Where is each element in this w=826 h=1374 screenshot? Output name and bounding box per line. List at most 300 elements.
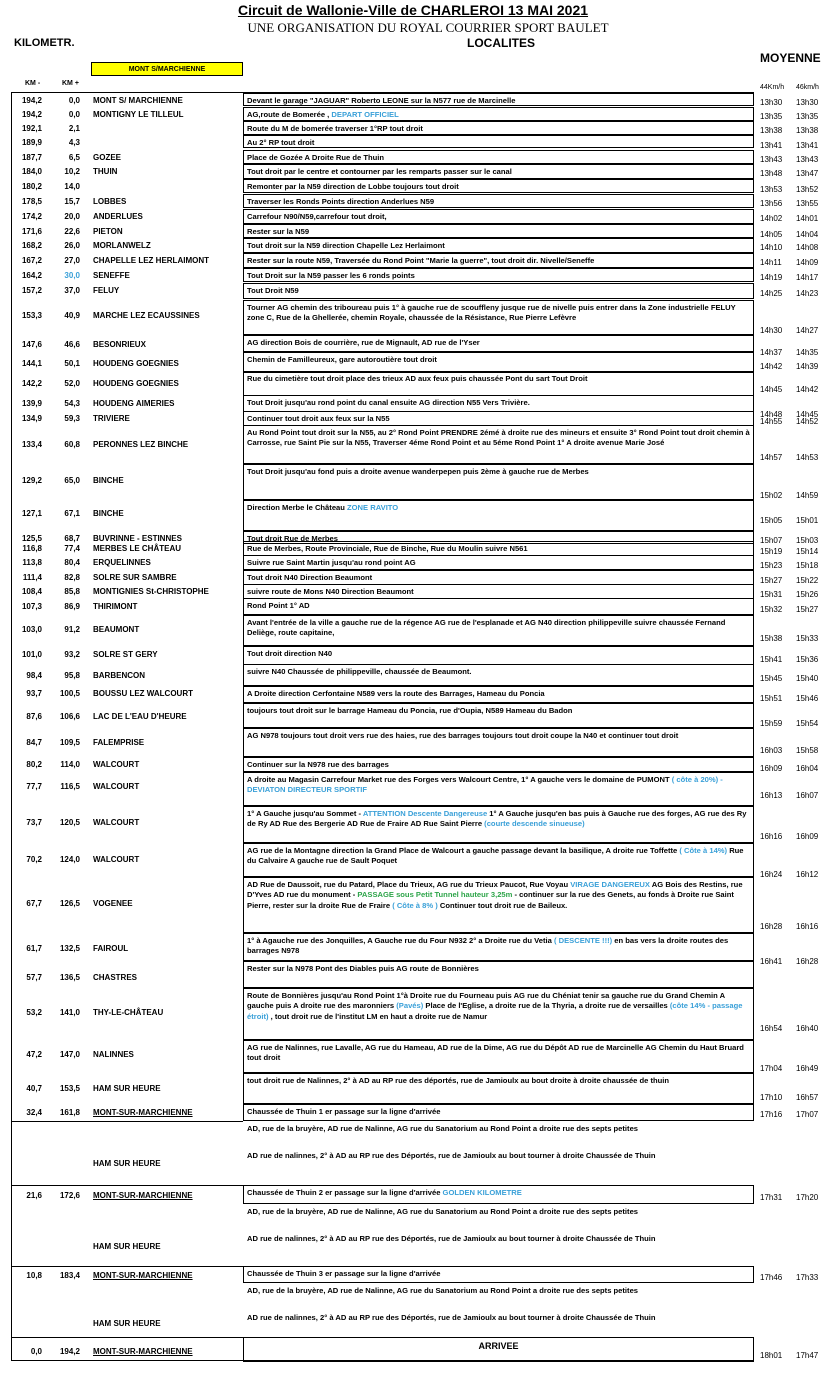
km-plus-header: KM +: [62, 80, 79, 87]
time-44kmh: 15h32: [760, 605, 783, 614]
km-remaining: 107,3: [21, 602, 42, 611]
route-instruction: [243, 1185, 754, 1204]
time-44kmh: 15h51: [760, 694, 783, 703]
instruction-text: suivre N40 Chaussée de philippeville, chaussée de Beaumont.: [247, 667, 472, 676]
time-46kmh: 13h38: [796, 126, 819, 135]
km-covered: 46,6: [64, 340, 80, 349]
locality-name: HAM SUR HEURE: [93, 1242, 161, 1251]
time-46kmh: 14h09: [796, 258, 819, 267]
time-44kmh: 14h10: [760, 243, 783, 252]
route-instruction: [243, 253, 754, 268]
time-46kmh: 16h57: [796, 1093, 819, 1102]
km-covered: 40,9: [64, 311, 80, 320]
instruction-text: Rue du Calvaire A gauche rue de Sault Poquet: [247, 846, 744, 866]
time-46kmh: 14h27: [796, 326, 819, 335]
time-44kmh: 15h23: [760, 561, 783, 570]
km-covered: 132,5: [59, 944, 80, 953]
time-46kmh: 15h01: [796, 516, 819, 525]
instruction-text: Devant le garage "JAGUAR" Roberto LEONE sur la N577 rue de Marcinelle: [247, 96, 516, 105]
time-46kmh: 14h39: [796, 362, 819, 371]
km-covered: 114,0: [60, 760, 80, 769]
instruction-text: AG rue de la Montagne direction la Grand Place de Walcourt a gauche passage devant la basilique, A droite rue Toffette: [247, 846, 680, 855]
km-covered: 126,5: [59, 899, 80, 908]
route-instruction: [243, 238, 754, 253]
instruction-text: Traverser les Ronds Points direction Anderlues N59: [247, 197, 435, 206]
km-covered: 120,5: [59, 818, 80, 827]
locality-name: LAC DE L'EAU D'HEURE: [93, 712, 187, 721]
instruction-text: toujours tout droit sur le barrage Hameau du Poncia, rue d'Oupia, N589 Hameau du Badon: [247, 706, 573, 715]
km-remaining: 168,2: [21, 241, 42, 250]
km-remaining: 77,7: [26, 782, 42, 791]
instruction-text: AG direction Bois de courrière, rue de Mignault, AD rue de l'Yser: [247, 338, 480, 347]
route-instruction: [243, 335, 754, 352]
time-44kmh: 16h03: [760, 746, 783, 755]
time-44kmh: 17h10: [760, 1093, 783, 1102]
time-46kmh: 15h03: [796, 536, 819, 545]
km-minus-header: KM -: [25, 80, 41, 87]
time-44kmh: 13h53: [760, 185, 783, 194]
time-44kmh: 17h04: [760, 1064, 783, 1073]
instruction-text: Tout Droit jusqu'au fond puis a droite avenue wanderpepen puis 2ème à gauche rue de Merbes: [247, 467, 589, 476]
instruction-text: AD, rue de la bruyère, AD rue de Nalinne, AG rue du Sanatorium au Rond Point a droite rue des septs petites: [247, 1286, 639, 1295]
instruction-text: Tout droit Rue de Merbes: [247, 534, 338, 543]
km-covered: 68,7: [64, 534, 80, 543]
speed-46-header: 46km/h: [796, 84, 819, 91]
km-covered: 153,5: [59, 1084, 80, 1093]
locality-name: BEAUMONT: [93, 625, 140, 634]
locality-name: BUVRINNE - ESTINNES: [93, 534, 182, 543]
route-instruction: [243, 1310, 754, 1337]
time-44kmh: 15h07: [760, 536, 783, 545]
time-44kmh: 15h02: [760, 491, 783, 500]
locality-name: FALEMPRISE: [93, 738, 145, 747]
route-instruction: [243, 615, 754, 646]
instruction-text: Chemin de Familleureux, gare autoroutière tout droit: [247, 355, 437, 364]
route-instruction: [243, 541, 754, 556]
time-46kmh: 16h04: [796, 764, 819, 773]
route-instruction: [243, 1073, 754, 1104]
time-46kmh: 15h27: [796, 605, 819, 614]
time-44kmh: 16h24: [760, 870, 783, 879]
time-46kmh: 15h18: [796, 561, 819, 570]
time-44kmh: 14h48: [760, 410, 783, 419]
instruction-text: 1° A Gauche jusqu'au Sommet -: [247, 809, 363, 818]
instruction-text: Tourner AG chemin des triboureau puis 1° à gauche rue de scouffleny jusque rue de nivelle puis entrer dans la Zone industrielle FELUY zone C, Rue de la Ghellerée, chemin Royale, chaussée de la Résistance, Rue Pierre Lefèvre: [247, 303, 736, 323]
time-44kmh: 15h38: [760, 634, 783, 643]
instruction-text: Rue de Merbes, Route Provinciale, Rue de Binche, Rue du Moulin suivre N561: [247, 544, 528, 553]
locality-name: MONTIGNIES St-CHRISTOPHE: [93, 587, 209, 596]
km-remaining: 144,1: [21, 359, 42, 368]
instruction-text: Continuer sur la N978 rue des barrages: [247, 760, 389, 769]
locality-name: WALCOURT: [93, 760, 140, 769]
instruction-text: Direction Merbe le Château: [247, 503, 348, 512]
time-44kmh: 13h30: [760, 98, 783, 107]
time-46kmh: 14h59: [796, 491, 819, 500]
finish-box: [243, 1337, 754, 1362]
km-remaining: 57,7: [26, 973, 42, 982]
time-46kmh: 17h20: [796, 1193, 819, 1202]
route-instruction: [243, 1040, 754, 1073]
instruction-text: Tout Droit N59: [247, 286, 299, 295]
km-covered: 22,6: [64, 227, 80, 236]
locality-name: WALCOURT: [93, 782, 140, 791]
km-covered: 109,5: [59, 738, 80, 747]
instruction-text: Place de Gozée A Droite Rue de Thuin: [247, 153, 384, 162]
km-remaining: 47,2: [26, 1050, 42, 1059]
route-instruction: [243, 1204, 754, 1231]
instruction-text: Place de l'Eglise, a droite rue de la Thyria, a droite rue de versailles: [423, 1001, 670, 1011]
km-covered: 86,9: [64, 602, 80, 611]
route-instruction: [243, 164, 754, 179]
km-remaining: 192,1: [21, 124, 42, 133]
instruction-text: Suivre rue Saint Martin jusqu'au rond point AG: [247, 558, 416, 567]
average-column-header: MOYENNE: [760, 51, 821, 65]
km-covered: 27,0: [64, 256, 80, 265]
route-instruction: [243, 646, 754, 665]
km-covered: 141,0: [59, 1008, 80, 1017]
instruction-text: Tout droit N40 Direction Beaumont: [247, 573, 373, 582]
instruction-text: 1° A Gauche jusqu'en bas puis à Gauche rue des forges, AG rue des Ry de Ry AD Rue des Bergerie AD Rue de Fraire AD Rue Saint Pierre: [247, 809, 747, 829]
km-covered: 20,0: [64, 212, 80, 221]
highlight-text: (Pavés): [396, 1001, 424, 1011]
km-covered: 14,0: [64, 182, 80, 191]
route-instruction: [243, 664, 754, 686]
route-instruction: [243, 584, 754, 599]
time-46kmh: 13h52: [796, 185, 819, 194]
time-46kmh: 16h09: [796, 832, 819, 841]
km-remaining: 87,6: [26, 712, 42, 721]
time-46kmh: 15h14: [796, 547, 819, 556]
km-remaining: 53,2: [26, 1008, 42, 1017]
time-46kmh: 15h36: [796, 655, 819, 664]
instruction-text: AD Rue de Daussoit, rue du Patard, Place du Trieux, AG rue du Trieux Paucot, Rue Voyau: [247, 880, 571, 889]
km-covered: 124,0: [59, 855, 80, 864]
time-44kmh: 13h41: [760, 141, 783, 150]
instruction-text: tout droit rue de Nalinnes, 2° à AD au RP rue des déportés, rue de Jamioulx au bout droite à droite chaussée de thuin: [247, 1076, 670, 1085]
km-covered: 60,8: [64, 440, 80, 449]
km-covered: 52,0: [64, 379, 80, 388]
locality-name: BOUSSU LEZ WALCOURT: [93, 689, 193, 698]
route-instruction: [243, 135, 754, 148]
locality-name: FELUY: [93, 286, 120, 295]
locality-name: MORLANWELZ: [93, 241, 151, 250]
km-covered: 194,2: [59, 1347, 80, 1356]
km-covered: 183,4: [59, 1271, 80, 1280]
km-remaining: 127,1: [21, 509, 42, 518]
km-remaining: 111,4: [22, 573, 42, 582]
time-44kmh: 16h41: [760, 957, 783, 966]
instruction-text: AD, rue de la bruyère, AD rue de Nalinne, AG rue du Sanatorium au Rond Point a droite rue des septs petites: [247, 1207, 639, 1216]
route-instruction: [243, 283, 754, 299]
instruction-text: Rester sur la route N59, Traversée du Rond Point "Marie la guerre", tout droit dir. Nivelle/Seneffe: [247, 256, 595, 265]
km-remaining: 142,2: [21, 379, 42, 388]
km-remaining: 125,5: [21, 534, 42, 543]
instruction-text: ARRIVEE: [478, 1341, 519, 1351]
locality-name: MARCHE LEZ ECAUSSINES: [93, 311, 200, 320]
km-remaining: 133,4: [21, 440, 42, 449]
locality-name: HAM SUR HEURE: [93, 1319, 161, 1328]
km-remaining: 67,7: [26, 899, 42, 908]
instruction-text: Route du M de bomerée traverser 1°RP tout droit: [247, 124, 423, 133]
time-44kmh: 14h05: [760, 230, 783, 239]
locality-name: MONT-SUR-MARCHIENNE: [93, 1347, 193, 1356]
km-covered: 100,5: [59, 689, 80, 698]
km-covered: 91,2: [64, 625, 80, 634]
route-instruction: [243, 933, 754, 961]
route-instruction: [243, 93, 754, 106]
time-46kmh: 14h52: [796, 417, 819, 426]
km-covered: 15,7: [64, 197, 80, 206]
instruction-text: suivre route de Mons N40 Direction Beaumont: [247, 587, 414, 596]
route-instruction: [243, 107, 754, 121]
time-44kmh: 15h41: [760, 655, 783, 664]
route-instruction: [243, 728, 754, 757]
instruction-text: Carrefour N90/N59,carrefour tout droit,: [247, 212, 387, 221]
instruction-text: AD, rue de la bruyère, AD rue de Nalinne, AG rue du Sanatorium au Rond Point a droite rue des septs petites: [247, 1124, 639, 1133]
instruction-text: - continuer sur la rue des Genets, au fonds à Droite rue Saint Pierre, rester sur la droite Rue de Fraire: [247, 890, 734, 910]
highlight-text: ( DESCENTE !!!): [553, 936, 613, 945]
instruction-text: A Droite direction Cerfontaine N589 vers la route des Barrages, Hameau du Poncia: [247, 689, 545, 698]
km-remaining: 40,7: [26, 1084, 42, 1093]
highlight-text: ( côte à 20%) - DEVIATON DIRECTEUR SPORTIF: [247, 775, 723, 795]
highlight-text: ZONE RAVITO: [347, 503, 399, 512]
route-instruction: [243, 772, 754, 806]
route-instruction: [243, 686, 754, 703]
time-44kmh: 13h48: [760, 169, 783, 178]
locality-name: BARBENCON: [93, 671, 145, 680]
highlight-text: GOLDEN KILOMETRE: [442, 1188, 522, 1197]
km-covered: 10,2: [64, 167, 80, 176]
km-covered: 4,3: [68, 138, 80, 147]
locality-name: HOUDENG GOEGNIES: [93, 379, 179, 388]
time-44kmh: 17h46: [760, 1273, 783, 1282]
time-44kmh: 14h45: [760, 385, 783, 394]
time-46kmh: 13h47: [796, 169, 819, 178]
time-44kmh: 17h16: [760, 1110, 783, 1119]
km-column-header: KILOMETR.: [14, 37, 75, 49]
locality-name: PERONNES LEZ BINCHE: [93, 440, 189, 449]
locality-name: WALCOURT: [93, 818, 140, 827]
route-instruction: [243, 570, 754, 585]
route-instruction: [243, 1283, 754, 1310]
instruction-text: AD rue de nalinnes, 2° à AD au RP rue des Déportés, rue de Jamioulx au bout tourner à droite Chaussée de Thuin: [247, 1234, 656, 1243]
time-46kmh: 16h16: [796, 922, 819, 931]
instruction-text: AG Bois des Restins, rue D'Yves AD rue du monument -: [247, 880, 743, 900]
time-44kmh: 13h35: [760, 112, 783, 121]
km-covered: 67,1: [64, 509, 80, 518]
start-location-box: MONT S/MARCHIENNE: [91, 62, 243, 76]
km-remaining: 139,9: [21, 399, 42, 408]
instruction-text: AD rue de nalinnes, 2° à AD au RP rue des Déportés, rue de Jamioulx au bout tourner à droite Chaussée de Thuin: [247, 1313, 656, 1322]
instruction-text: AD rue de nalinnes, 2° à AD au RP rue des Déportés, rue de Jamioulx au bout tourner à droite Chaussée de Thuin: [247, 1151, 656, 1160]
locality-name: MONTIGNY LE TILLEUL: [93, 110, 184, 119]
km-remaining: 0,0: [30, 1347, 42, 1356]
time-46kmh: 15h26: [796, 590, 819, 599]
instruction-text: Rue du cimetière tout droit place des trieux AD aux feux puis chaussée Pont du sart Tout Droit: [247, 374, 588, 383]
km-covered: 136,5: [59, 973, 80, 982]
time-46kmh: 13h35: [796, 112, 819, 121]
route-instruction: [243, 425, 754, 464]
instruction-text: A droite au Magasin Carrefour Market rue des Forges vers Walcourt Centre, 1° A gauche vers le domaine de PUMONT: [247, 775, 672, 784]
instruction-text: AG N978 toujours tout droit vers rue des haies, rue des barrages toujours tout droit coupe la N40 et continuer tout droit: [247, 731, 679, 740]
route-instruction: [243, 300, 754, 335]
instruction-text: Continuer tout droit aux feux sur la N55: [247, 414, 390, 423]
time-46kmh: 16h49: [796, 1064, 819, 1073]
km-covered: 50,1: [64, 359, 80, 368]
km-remaining: 21,6: [26, 1191, 42, 1200]
locality-name: MONT S/ MARCHIENNE: [93, 96, 183, 105]
km-covered: 65,0: [64, 476, 80, 485]
instruction-text: Remonter par la N59 direction de Lobbe toujours tout droit: [247, 182, 459, 191]
highlight-text: DEPART OFFICIEL: [331, 110, 399, 119]
route-instruction: [243, 598, 754, 615]
time-46kmh: 13h55: [796, 199, 819, 208]
km-remaining: 171,6: [21, 227, 42, 236]
instruction-text: Tout droit direction N40: [247, 649, 333, 658]
time-44kmh: 14h02: [760, 214, 783, 223]
km-covered: 26,0: [64, 241, 80, 250]
instruction-text: Chaussée de Thuin 3 er passage sur la ligne d'arrivée: [247, 1269, 441, 1278]
route-instruction: [243, 843, 754, 877]
route-instruction: [243, 268, 754, 282]
km-covered: 82,8: [64, 573, 80, 582]
time-44kmh: 15h31: [760, 590, 783, 599]
km-remaining: 147,6: [21, 340, 42, 349]
instruction-text: Rond Point 1° AD: [247, 601, 310, 610]
km-remaining: 153,3: [21, 311, 42, 320]
time-46kmh: 13h30: [796, 98, 819, 107]
time-46kmh: 15h22: [796, 576, 819, 585]
km-remaining: 174,2: [21, 212, 42, 221]
km-remaining: 129,2: [21, 476, 42, 485]
instruction-text: Au 2° RP tout droit: [247, 138, 315, 147]
km-remaining: 178,5: [21, 197, 42, 206]
time-44kmh: 18h01: [760, 1351, 783, 1360]
instruction-text: Route de Bonnières jusqu'au Rond Point 1°à Droite rue du Fourneau puis AG rue du Chéniat tenir sa gauche rue du Grand Chemin A gauche puis A droite rue des maronniers: [247, 991, 725, 1011]
km-covered: 172,6: [59, 1191, 80, 1200]
locality-name: BINCHE: [93, 509, 124, 518]
locality-name: MONT-SUR-MARCHIENNE: [93, 1108, 193, 1117]
time-44kmh: 13h38: [760, 126, 783, 135]
locality-name: SOLRE SUR SAMBRE: [93, 573, 177, 582]
instruction-text: , tout droit rue de l'institut LM en haut a droite rue de Namur: [268, 1011, 488, 1021]
locality-name: FAIROUL: [93, 944, 129, 953]
time-44kmh: 14h37: [760, 348, 783, 357]
km-remaining: 32,4: [26, 1108, 42, 1117]
instruction-text: Rester sur la N59: [247, 227, 310, 236]
locality-name: ANDERLUES: [93, 212, 143, 221]
km-covered: 6,5: [68, 153, 80, 162]
km-remaining: 70,2: [26, 855, 42, 864]
time-44kmh: 13h56: [760, 199, 783, 208]
km-covered: 37,0: [64, 286, 80, 295]
km-remaining: 113,8: [22, 558, 42, 567]
locality-name: PIETON: [93, 227, 123, 236]
time-46kmh: 17h33: [796, 1273, 819, 1282]
route-instruction: [243, 555, 754, 570]
time-46kmh: 14h04: [796, 230, 819, 239]
instruction-text: Chaussée de Thuin 1 er passage sur la ligne d'arrivée: [247, 1107, 441, 1116]
km-remaining: 194,2: [21, 110, 42, 119]
locality-name: THIRIMONT: [93, 602, 138, 611]
organizer-subtitle: UNE ORGANISATION DU ROYAL COURRIER SPORT BAULET: [247, 20, 609, 35]
locality-name: WALCOURT: [93, 855, 140, 864]
route-instruction: [243, 411, 754, 426]
route-instruction: [243, 224, 754, 238]
time-44kmh: 16h13: [760, 791, 783, 800]
route-instruction: [243, 209, 754, 224]
km-remaining: 164,2: [21, 271, 42, 280]
km-covered: 30,0: [64, 271, 80, 280]
locality-name: BINCHE: [93, 476, 124, 485]
km-covered: 116,5: [60, 782, 80, 791]
locality-name: SENEFFE: [93, 271, 130, 280]
time-44kmh: 14h42: [760, 362, 783, 371]
time-44kmh: 16h16: [760, 832, 783, 841]
time-46kmh: 14h35: [796, 348, 819, 357]
time-44kmh: 15h45: [760, 674, 783, 683]
km-remaining: 10,8: [26, 1271, 42, 1280]
km-covered: 106,6: [59, 712, 80, 721]
km-covered: 80,4: [64, 558, 80, 567]
time-46kmh: 15h46: [796, 694, 819, 703]
time-44kmh: 14h11: [760, 258, 782, 267]
km-covered: 161,8: [59, 1108, 80, 1117]
time-46kmh: 14h42: [796, 385, 819, 394]
route-instruction: [243, 1121, 754, 1148]
instruction-text: AG rue de Nalinnes, rue Lavalle, AG rue du Hameau, AD rue de la Dime, AG rue du Dépôt AD rue de Marcinelle AG Chemin du Haut Bruard tout droit: [247, 1043, 744, 1063]
route-instruction: [243, 1266, 754, 1283]
km-covered: 0,0: [68, 96, 80, 105]
locality-name: CHAPELLE LEZ HERLAIMONT: [93, 256, 209, 265]
km-covered: 95,8: [64, 671, 80, 680]
time-46kmh: 16h07: [796, 791, 819, 800]
time-44kmh: 15h27: [760, 576, 783, 585]
time-46kmh: 15h58: [796, 746, 819, 755]
time-44kmh: 15h05: [760, 516, 783, 525]
time-44kmh: 15h19: [760, 547, 783, 556]
localities-column-header: LOCALITES: [467, 36, 535, 50]
time-46kmh: 14h45: [796, 410, 819, 419]
time-46kmh: 13h41: [796, 141, 819, 150]
km-covered: 147,0: [59, 1050, 80, 1059]
time-46kmh: 16h28: [796, 957, 819, 966]
route-instruction: [243, 1104, 754, 1121]
time-46kmh: 16h40: [796, 1024, 819, 1033]
time-46kmh: 14h53: [796, 453, 819, 462]
highlight-text: ( Côte à 8% ): [392, 900, 438, 910]
highlight-text: (côte 14% - passage étroit): [247, 1001, 743, 1021]
locality-name: HOUDENG AIMERIES: [93, 399, 175, 408]
km-remaining: 98,4: [26, 671, 42, 680]
section-divider: [11, 1337, 243, 1338]
instruction-text: Avant l'entrée de la ville a gauche rue de la régence AG rue de l'esplanade et AG N40 direction philippeville suivre chaussée Fernand Deliège, route capitaine,: [247, 618, 726, 638]
route-instruction: [243, 179, 754, 193]
highlight-text: ATTENTION Descente Dangereuse: [362, 809, 488, 818]
time-44kmh: 14h30: [760, 326, 783, 335]
locality-name: ERQUELINNES: [93, 558, 151, 567]
km-covered: 85,8: [64, 587, 80, 596]
time-44kmh: 14h55: [760, 417, 783, 426]
time-46kmh: 14h23: [796, 289, 819, 298]
route-instruction: [243, 877, 754, 933]
speed-44-header: 44Km/h: [760, 84, 785, 91]
route-instruction: [243, 806, 754, 843]
time-46kmh: 14h08: [796, 243, 819, 252]
time-44kmh: 14h57: [760, 453, 783, 462]
instruction-text: Rester sur la N978 Pont des Diables puis AG route de Bonnières: [247, 964, 479, 973]
km-remaining: 61,7: [26, 944, 42, 953]
